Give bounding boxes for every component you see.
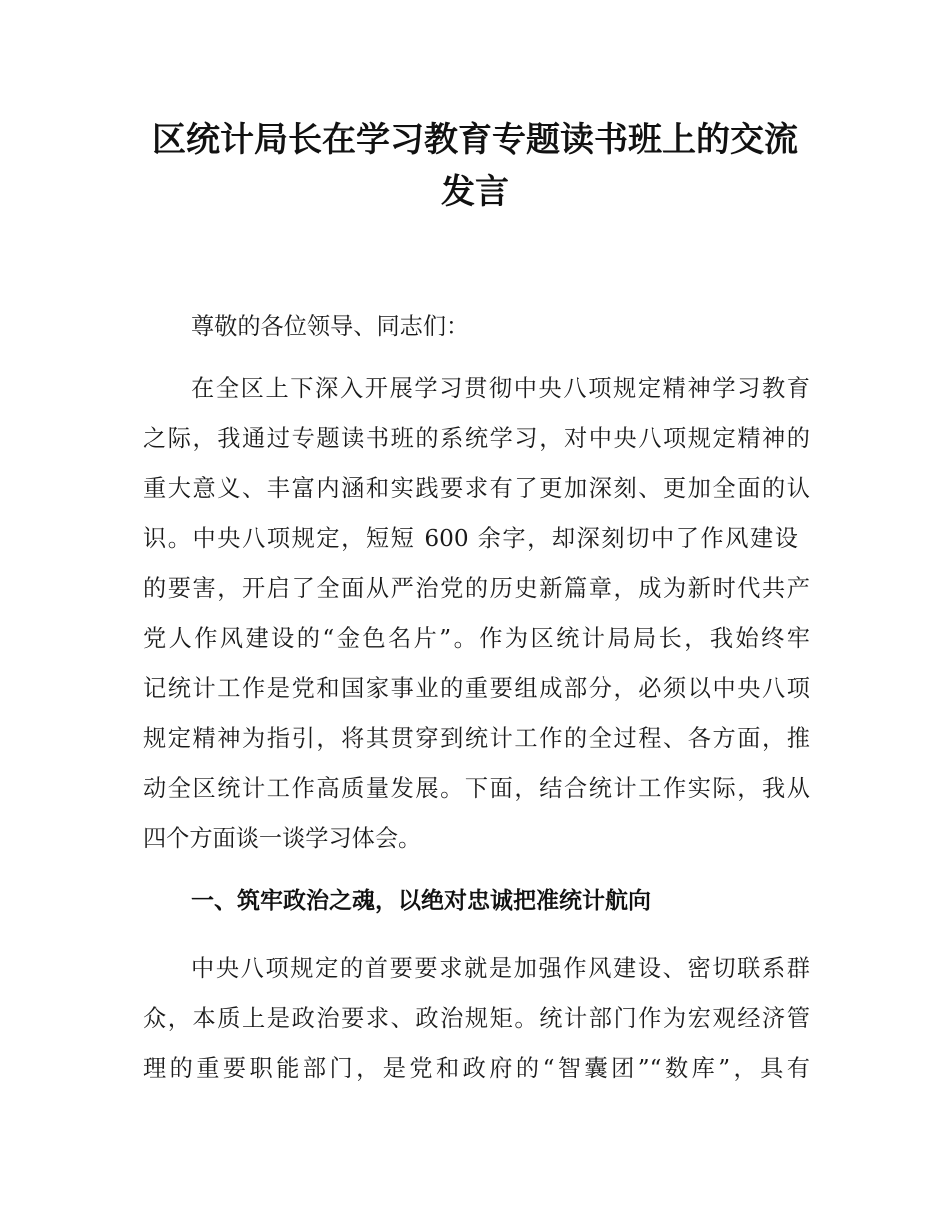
para1-line-3: 重大意义、丰富内涵和实践要求有了更加深刻、更加全面的认 (143, 475, 810, 502)
title-line-2: 发言 (441, 172, 509, 212)
para1-line-5: 的要害，开启了全面从严治党的历史新篇章，成为新时代共产 (143, 575, 810, 602)
para1-line-10: 四个方面谈一谈学习体会。 (143, 825, 422, 852)
para2-line-3: 理的重要职能部门，是党和政府的“智囊团”“数库”，具有 (143, 1055, 810, 1082)
para1-line-4: 识。中央八项规定，短短 600 余字，却深刻切中了作风建设 (143, 525, 798, 552)
para1-line-1: 在全区上下深入开展学习贯彻中央八项规定精神学习教育 (191, 375, 810, 402)
para1-line-2: 之际，我通过专题读书班的系统学习，对中央八项规定精神的 (143, 425, 810, 452)
para1-line-7: 记统计工作是党和国家事业的重要组成部分，必须以中央八项 (143, 675, 810, 702)
para2-line-1: 中央八项规定的首要要求就是加强作风建设、密切联系群 (191, 955, 810, 982)
document-title (140, 114, 810, 218)
para2-line-2: 众，本质上是政治要求、政治规矩。统计部门作为宏观经济管 (143, 1005, 810, 1032)
title-line-1: 区统计局长在学习教育专题读书班上的交流 (152, 120, 798, 160)
section-heading-1: 一、筑牢政治之魂，以绝对忠诚把准统计航向 (191, 888, 651, 914)
salutation: 尊敬的各位领导、同志们： (191, 313, 470, 340)
para1-line-8: 规定精神为指引，将其贯穿到统计工作的全过程、各方面，推 (143, 725, 810, 752)
para1-line-9: 动全区统计工作高质量发展。下面，结合统计工作实际，我从 (143, 775, 810, 802)
para1-line-6: 党人作风建设的“金色名片”。作为区统计局局长，我始终牢 (143, 625, 810, 652)
